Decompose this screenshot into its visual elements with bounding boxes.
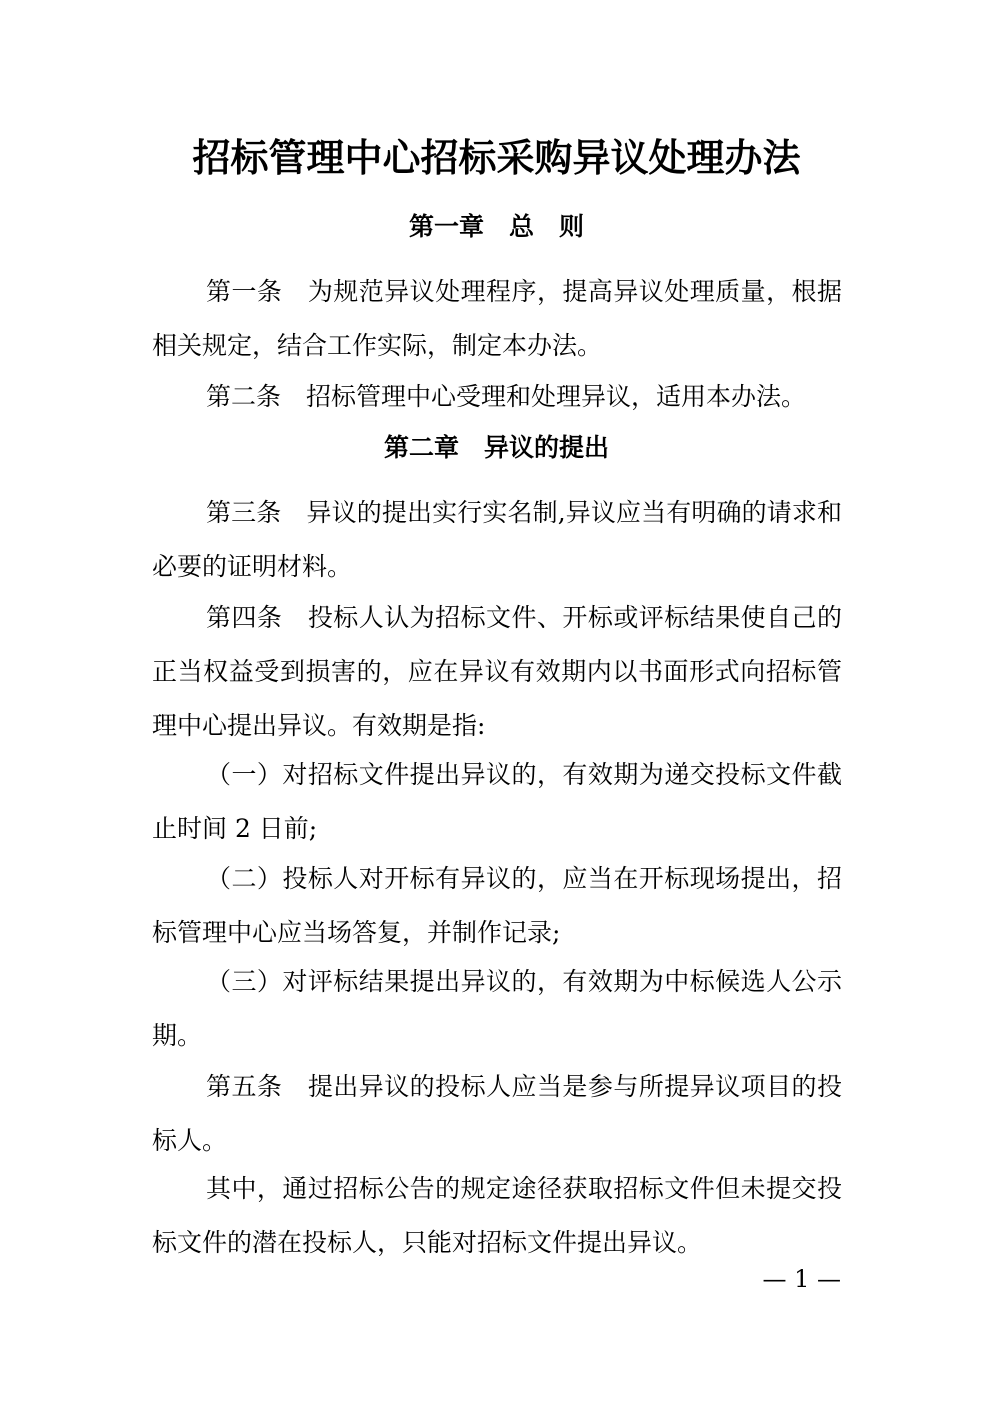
chapter-heading-objection: 第二章 异议的提出	[383, 433, 609, 462]
article-2: 第二条 招标管理中心受理和处理异议，适用本办法。	[206, 382, 807, 411]
article-4-item-1: （一）对招标文件提出异议的，有效期为递交投标文件截止时间 2 日前;	[152, 760, 842, 843]
article-5: 第五条 提出异议的投标人应当是参与所提异议项目的投标人。	[152, 1072, 842, 1155]
article-5-note: 其中，通过招标公告的规定途径获取招标文件但未提交投标文件的潜在投标人，只能对招标文件提出异议。	[152, 1174, 842, 1257]
page-number: — 1 —	[762, 1265, 841, 1293]
article-4-item-2: （二）投标人对开标有异议的，应当在开标现场提出，招标管理中心应当场答复，并制作记录;	[152, 864, 842, 947]
article-3: 第三条 异议的提出实行实名制,异议应当有明确的请求和必要的证明材料。	[152, 498, 842, 581]
article-4: 第四条 投标人认为招标文件、开标或评标结果使自己的正当权益受到损害的，应在异议有效期内以书面形式向招标管理中心提出异议。有效期是指:	[152, 603, 842, 740]
article-4-item-3: （三）对评标结果提出异议的，有效期为中标候选人公示期。	[152, 967, 842, 1050]
article-1: 第一条 为规范异议处理程序，提高异议处理质量，根据相关规定，结合工作实际，制定本办法。	[152, 277, 842, 360]
chapter-heading-general: 第一章 总 则	[408, 212, 584, 241]
document-title: 招标管理中心招标采购异议处理办法	[192, 136, 801, 180]
